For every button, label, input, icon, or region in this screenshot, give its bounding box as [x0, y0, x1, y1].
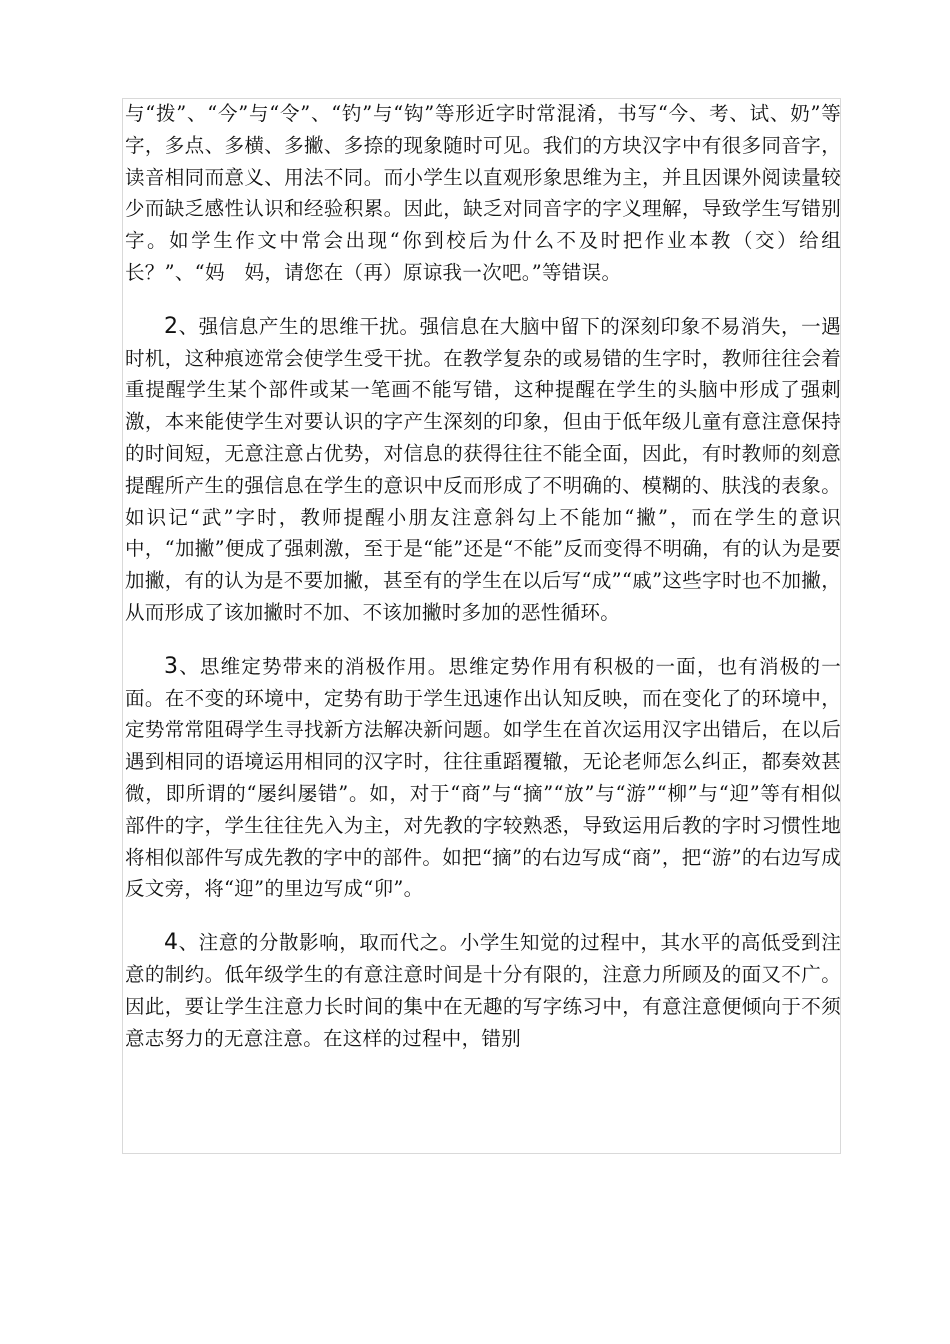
paragraph-1	[125, 98, 841, 289]
paragraph-1-text: 与“拨”、“今”与“令”、“钓”与“钩”等形近字时常混淆，书写“今、考、试、奶”等字，多点、多横、多撇、多捺的现象随时可见。我们的方块汉字中有很多同音字，读音相同而意义、用法不同。而小学生以直观形象思维为主，并且因课外阅读量较少而缺乏感性认识和经验积累。因此，缺乏对同音字的字义理解，导致学生写错别字。如学生作文中常会出现“你到校后为什么不及时把作业本教（交）给组长？”、“妈 妈，请您在（再）原谅我一次吧。”等错误。	[125, 102, 841, 284]
paragraph-2-text: 、强信息产生的思维干扰。强信息在大脑中留下的深刻印象不易消失，一遇时机，这种痕迹常会使学生受干扰。在教学复杂的或易错的生字时，教师往往会着重提醒学生某个部件或某一笔画不能写错，这种提醒在学生的头脑中形成了强刺激，本来能使学生对要认识的字产生深刻的印象，但由于低年级儿童有意注意保持的时间短，无意注意占优势，对信息的获得往往不能全面，因此，有时教师的刻意提醒所产生的强信息在学生的意识中反而形成了不明确的、模糊的、肤浅的表象。如识记“武”字时，教师提醒小朋友注意斜勾上不能加“撇”，而在学生的意识中，“加撇”便成了强刺激，至于是“能”还是“不能”反而变得不明确，有的认为是要加撇，有的认为是不要加撇，甚至有的学生在以后写“成”“戚”这些字时也不加撇，从而形成了该加撇时不加、不该加撇时多加的恶性循环。	[125, 314, 841, 624]
paragraph-3-text: 、思维定势带来的消极作用。思维定势作用有积极的一面，也有消极的一面。在不变的环境中，定势有助于学生迅速作出认知反映，而在变化了的环境中，定势常常阻碍学生寻找新方法解决新问题。如学生在首次运用汉字出错后，在以后遇到相同的语境运用相同的汉字时，往往重蹈覆辙，无论老师怎么纠正，都奏效甚微，即所谓的“屡纠屡错”。如，对于“商”与“摘”“放”与“游”“柳”与“迎”等有相似部件的字，学生往往先入为主，对先教的字较熟悉，导致运用后教的字时习惯性地将相似部件写成先教的字中的部件。如把“摘”的右边写成“商”，把“游”的右边写成反文旁，将“迎”的里边写成“卯”。	[125, 654, 841, 901]
paragraph-4-text: 、注意的分散影响，取而代之。小学生知觉的过程中，其水平的高低受到注意的制约。低年级学生的有意注意时间是十分有限的，注意力所顾及的面又不广。因此，要让学生注意力长时间的集中在无趣的写字练习中，有意注意便倾向于不须意志努力的无意注意。在这样的过程中，错别	[125, 931, 841, 1050]
paragraph-4	[125, 927, 841, 1054]
paragraph-4-number: 4	[164, 930, 179, 956]
document-body	[125, 98, 841, 1054]
paragraph-3	[125, 651, 841, 905]
paragraph-2-number: 2	[164, 313, 179, 339]
paragraph-2	[125, 311, 841, 629]
paragraph-3-number: 3	[164, 653, 179, 679]
